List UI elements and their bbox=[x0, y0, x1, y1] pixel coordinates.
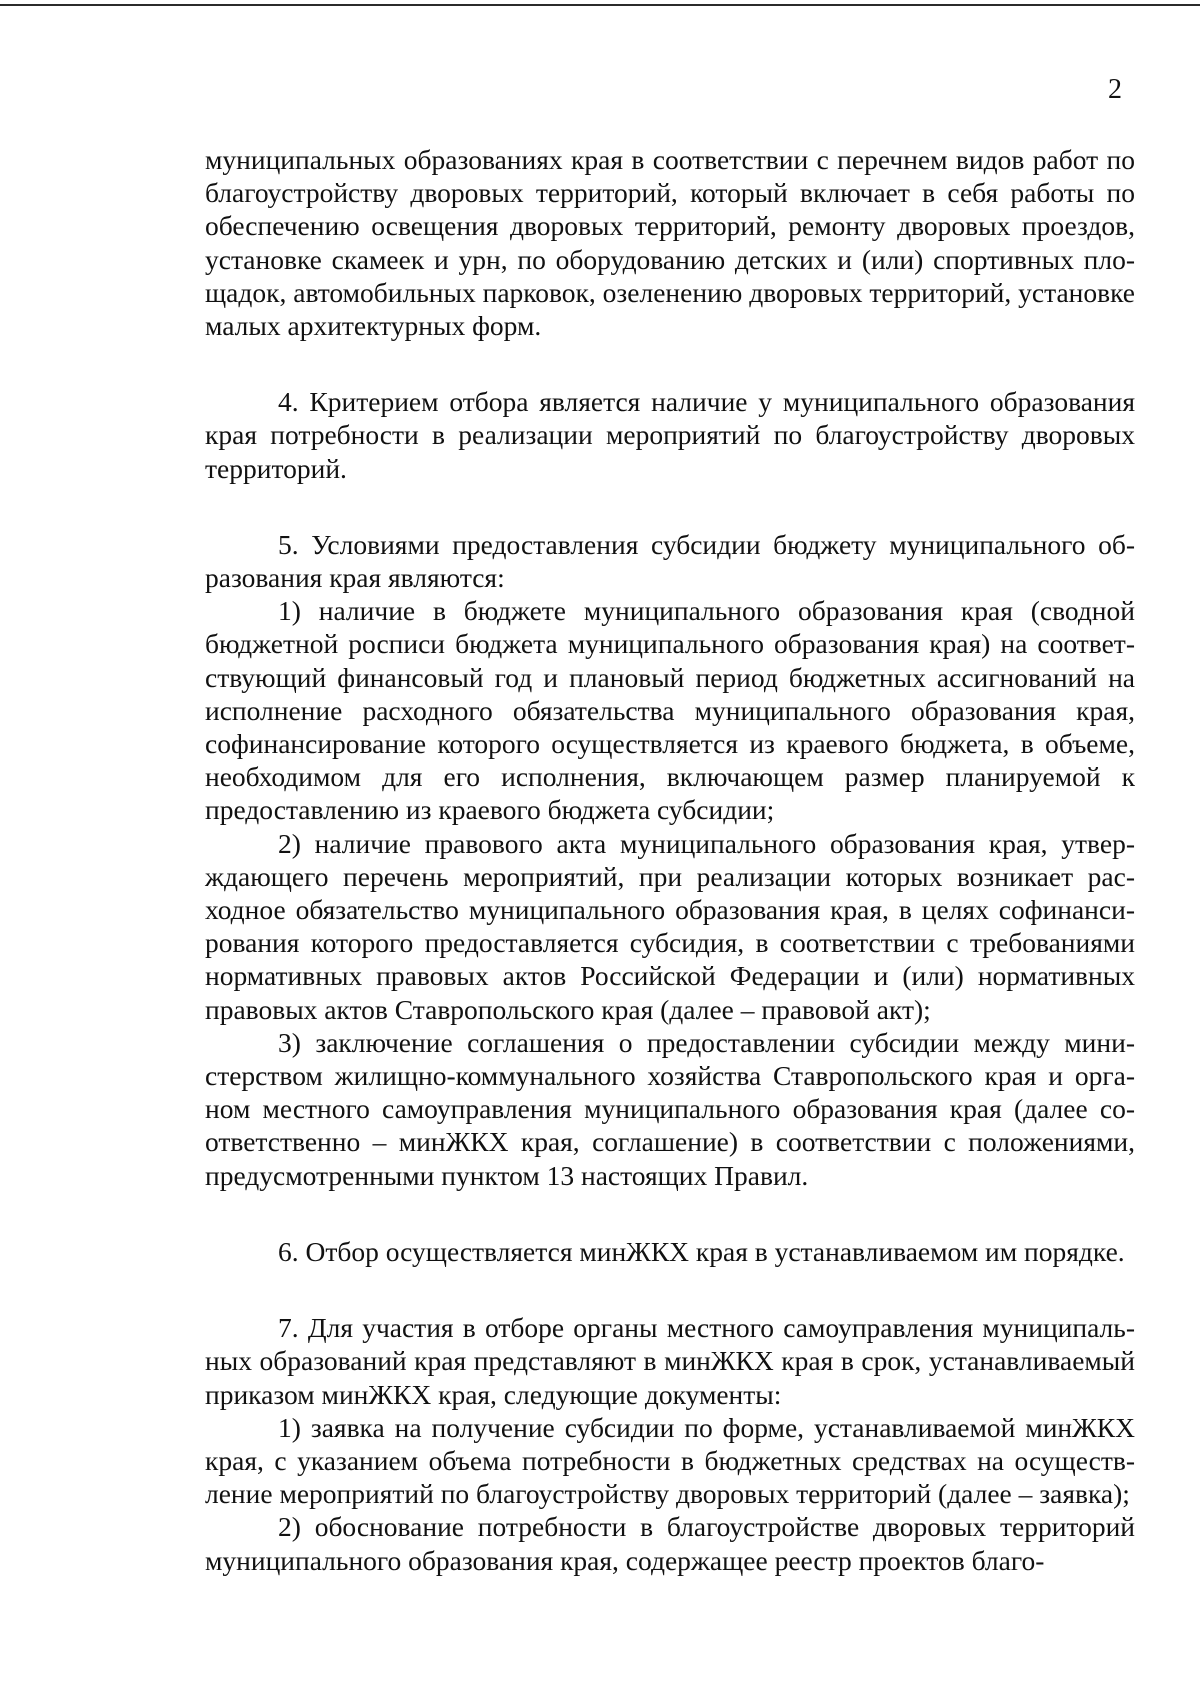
subitem-5-1: 1) наличие в бюджете муниципального образования края (сводной бюджетной росписи бюджета муниципального образования края) на соответствующий финансовый год и плановый период бюджетных ассигнований на исполнение расходного обязательства муниципального образования края, софинансирование которого осуществляется из краевого бюджета, в объеме, необходимом для его исполнения, включающем размер планируемой к предоставлению из краевого бюджета субсидии; bbox=[205, 595, 1135, 826]
subitem-5-3: 3) заключение соглашения о предоставлении субсидии между министерством жилищно-коммунального хозяйства Ставропольского края и органом местного самоуправления муниципального образования края (далее соответственно – минЖКХ края, соглашение) в соответствии с положениями, предусмотренными пунктом 13 настоящих Правил. bbox=[205, 1026, 1135, 1191]
paragraph-item-5: 5. Условиями предоставления субсидии бюджету муниципального образования края являются: bbox=[205, 528, 1135, 594]
document-body bbox=[205, 143, 1135, 1577]
paragraph-item-7: 7. Для участия в отборе органы местного самоуправления муниципальных образований края представляют в минЖКХ края в срок, устанавливаемый приказом минЖКХ края, следующие документы: bbox=[205, 1312, 1135, 1410]
subitem-5-2: 2) наличие правового акта муниципального образования края, утверждающего перечень мероприятий, при реализации которых возникает расходное обязательство муниципального образования края, в целях софинансирования которого предоставляется субсидия, в соответствии с требованиями нормативных правовых актов Российской Федерации и (или) нормативных правовых актов Ставропольского края (далее – правовой акт); bbox=[205, 827, 1135, 1025]
subitem-7-2: 2) обоснование потребности в благоустройстве дворовых территорий муниципального образования края, содержащее реестр проектов благо- bbox=[205, 1511, 1135, 1576]
top-border-line bbox=[0, 4, 1200, 6]
paragraph-continuation: муниципальных образованиях края в соответствии с перечнем видов работ по благоустройству дворовых территорий, который включает в себя работы по обеспечению освещения дворовых территорий, ремонту дворовых проездов, установке скамеек и урн, по оборудованию детских и (или) спортивных площадок, автомобильных парковок, озеленению дворовых территорий, установке малых архитектурных форм. bbox=[205, 144, 1135, 342]
paragraph-item-6: 6. Отбор осуществляется минЖКХ края в устанавливаемом им порядке. bbox=[278, 1235, 1125, 1267]
page-number: 2 bbox=[1108, 74, 1122, 105]
paragraph-item-4: 4. Критерием отбора является наличие у муниципального образования края потребности в реализации мероприятий по благоустройству дворовых территорий. bbox=[205, 386, 1135, 484]
subitem-7-1: 1) заявка на получение субсидии по форме, устанавливаемой минЖКХ края, с указанием объема потребности в бюджетных средствах на осуществление мероприятий по благоустройству дворовых территорий (далее – заявка); bbox=[205, 1411, 1135, 1510]
